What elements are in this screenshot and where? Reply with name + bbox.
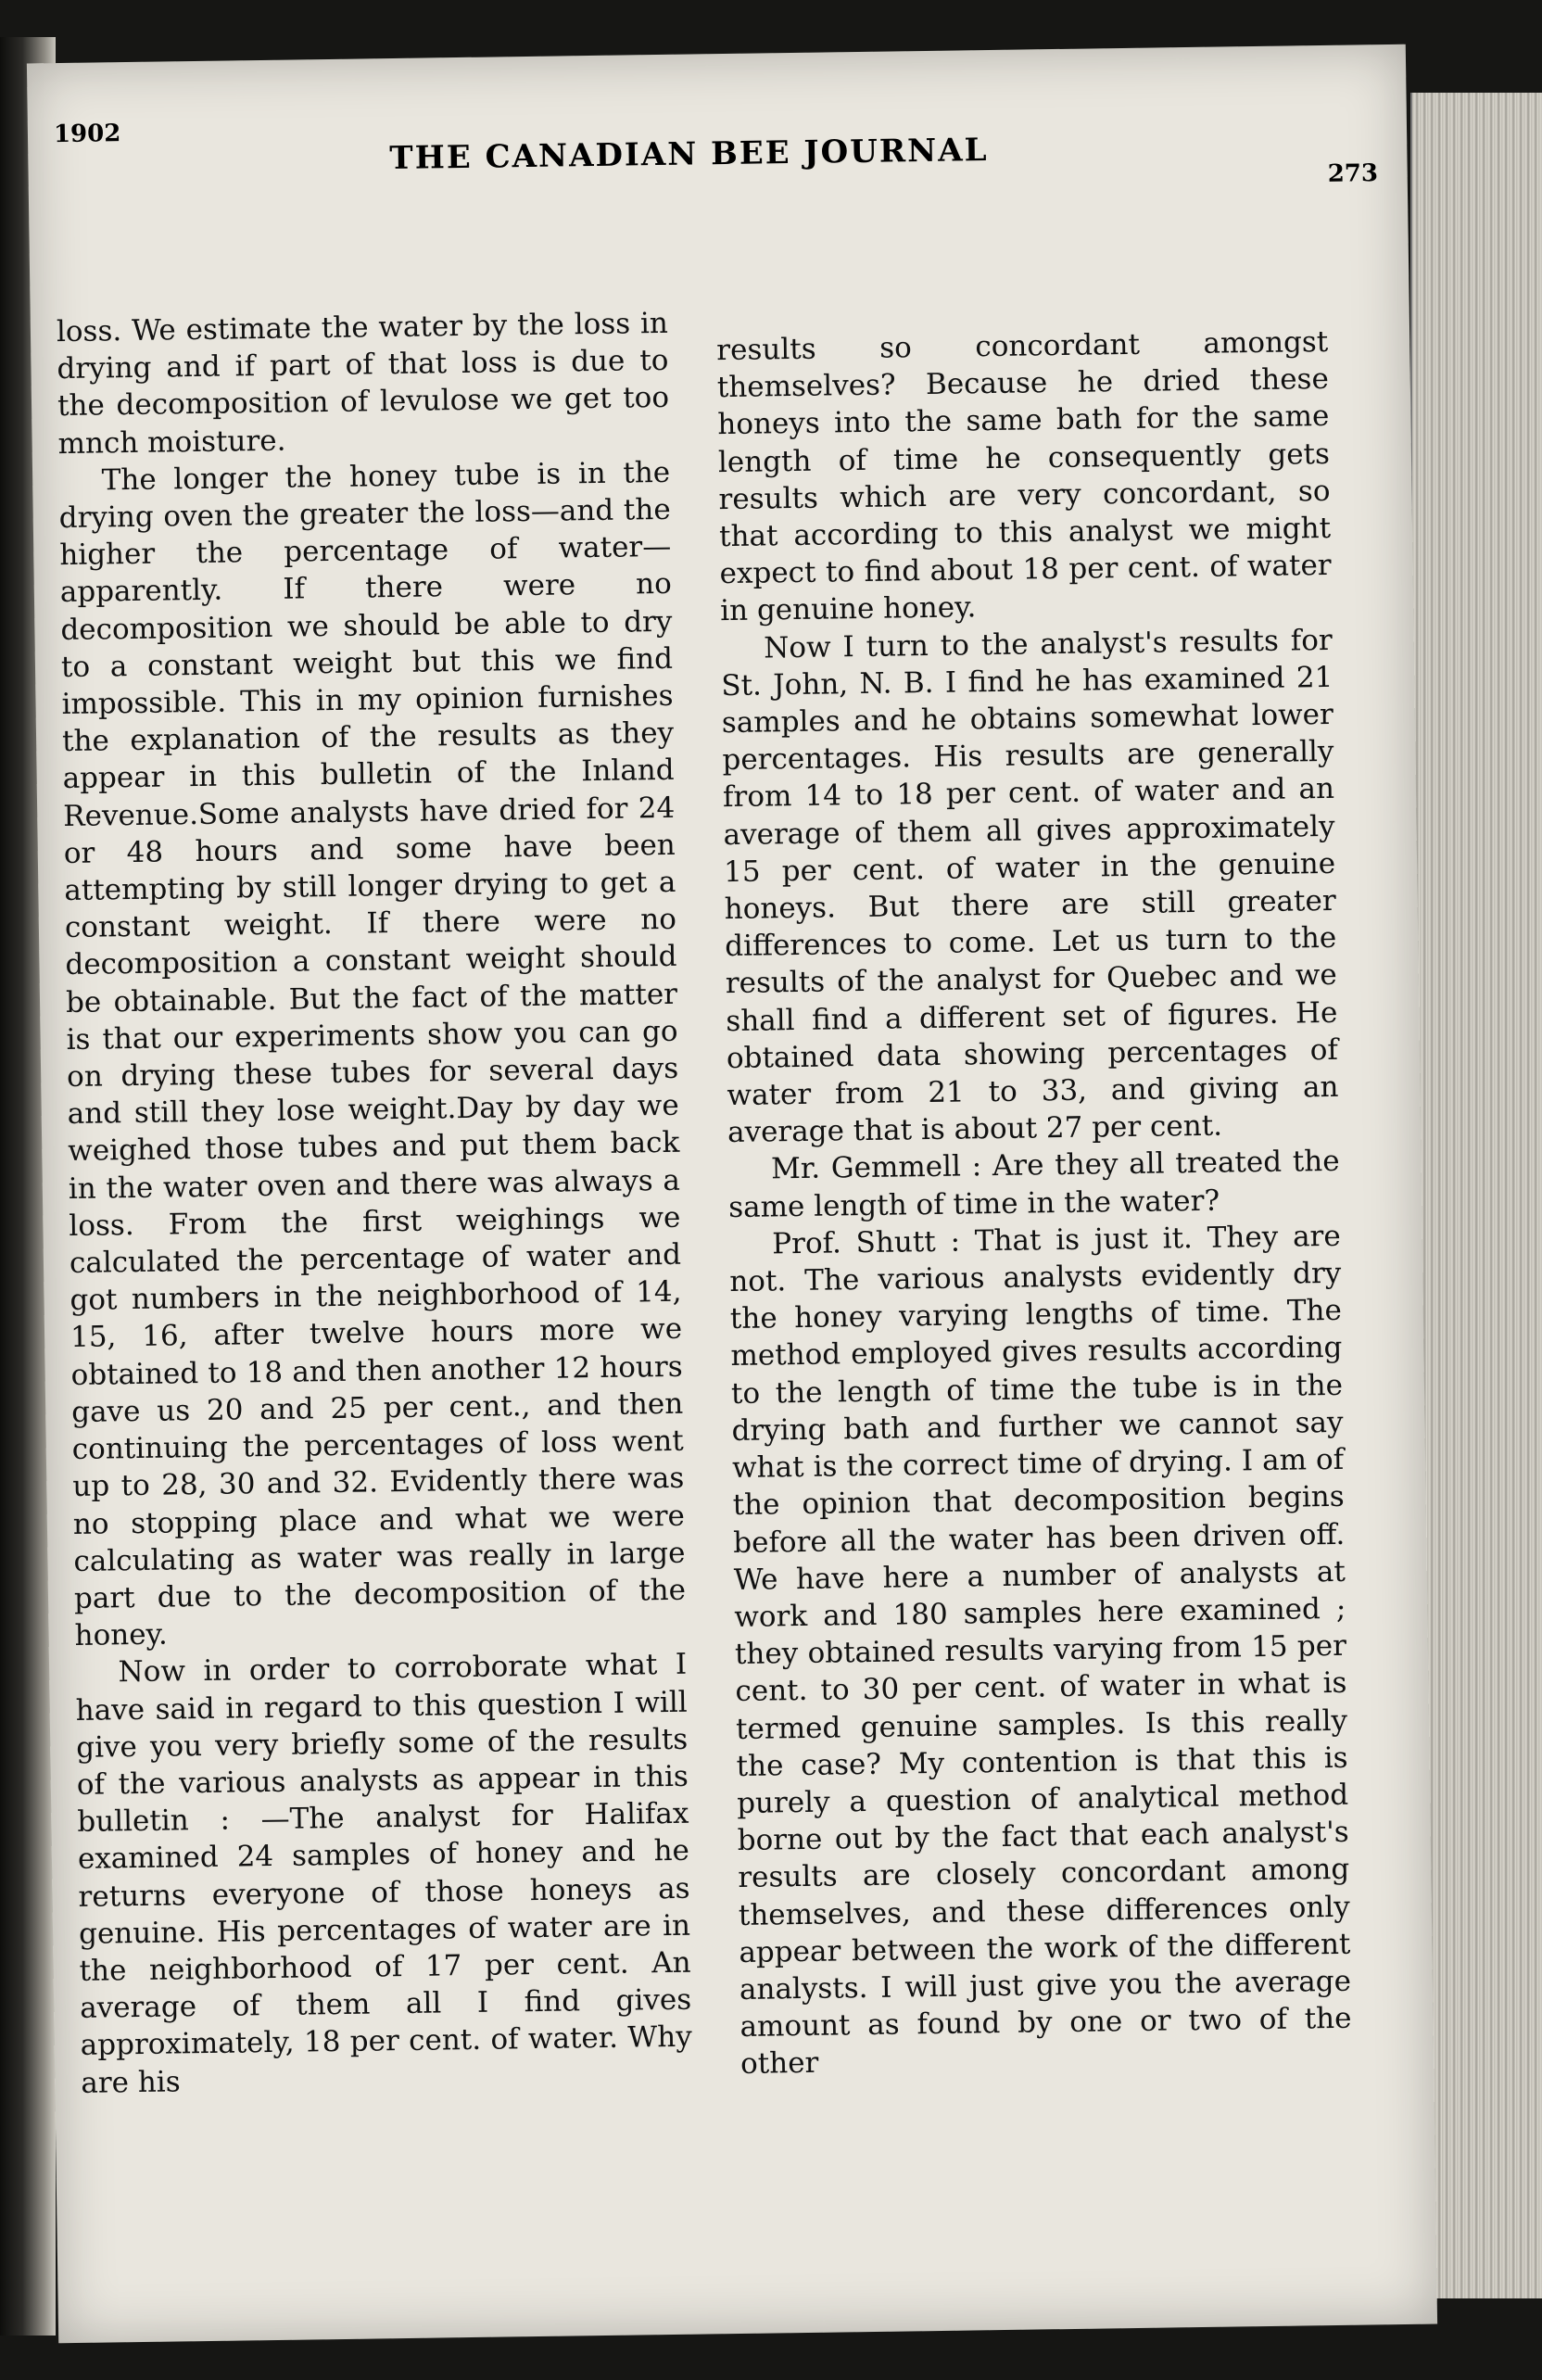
running-head-title: THE CANADIAN BEE JOURNAL	[389, 132, 989, 178]
right-paragraph-4: Prof. Shutt : That is just it. They are not. The various analysts evidently dry the honey varying lengths of time. The method employed gives results according to the length of time the tube is in the drying bath and further we cannot say what is the correct time of drying. I am of the opinion that decomposition begins before all the water has been driven off. We have here a number of analysts at work and 180 samples here examined ; they obtained results varying from 15 per cent. to 30 per cent. of water in what is termed genuine samples. Is this really the case? My contention is that this is purely a question of analytical method borne out by the fact that each analyst's results are closely concordant among themselves, and these differences only appear between the work of the different analysts. I will just give you the average amount as found by one or two of the other	[729, 1219, 1352, 2082]
left-column	[57, 305, 693, 2102]
left-paragraph-1: loss. We estimate the water by the loss in drying and if part of that loss is due to the decomposition of levulose we get too mnch moisture.	[56, 306, 670, 461]
left-paragraph-3: Now in order to corroborate what I have said in regard to this question I will give you very briefly some of the results of the various analysts as appear in this bulletin : —The analyst for Halifax examined 24 samples of honey and he returns everyone of those honeys as genuine. His percentages of water are in the neighborhood of 17 per cent. An average of them all I find gives approximately, 18 per cent. of water. Why are his	[75, 1648, 692, 2100]
right-paragraph-3: Mr. Gemmell : Are they all treated the same length of time in the water?	[727, 1145, 1340, 1224]
right-paragraph-1: results so concordant amongst themselves? Because he dried these honeys into the same bath for the same length of time he consequently gets results which are very concordant, so that according to this analyst we might expect to find about 18 per cent. of water in genuine honey.	[716, 324, 1332, 628]
book-page	[27, 44, 1437, 2344]
page-number: 273	[1327, 159, 1379, 188]
right-paragraph-2: Now I turn to the analyst's results for St. John, N. B. I find he has examined 21 samples and he obtains somewhat lower percentages. His results are generally from 14 to 18 per cent. of water and an average of them all gives approximately 15 per cent. of water in the genuine honeys. But there are still greater differences to come. Let us turn to the results of the analyst for Quebec and we shall find a different set of figures. He obtained data showing percentages of water from 21 to 33, and giving an average that is about 27 per cent.	[721, 623, 1339, 1150]
left-paragraph-2: The longer the honey tube is in the drying oven the greater the loss—and the higher the percentage of water—apparently. If there were no decomposition we should be able to dry to a constant weight but this we find impossible. This in my opinion furnishes the explanation of the results as they appear in this bulletin of the Inland Revenue.Some analysts have dried for 24 or 48 hours and some have been attempting by still longer drying to get a constant weight. If there were no decomposition a constant weight should be obtainable. But the fact of the matter is that our experiments show you can go on drying these tubes for several days and still they lose weight.Day by day we weighed those tubes and put them back in the water oven and there was always a loss. From the first weighings we calculated the percentage of water and got numbers in the neighborhood of 14, 15, 16, after twelve hours more we obtained to 18 and then another 12 hours gave us 20 and 25 per cent., and then continuing the percentages of loss went up to 28, 30 and 32. Evidently there was no stopping place and what we were calculating as water was really in large part due to the decomposition of the honey.	[58, 455, 687, 1653]
page-year: 1902	[53, 120, 121, 149]
right-column	[716, 323, 1352, 2083]
